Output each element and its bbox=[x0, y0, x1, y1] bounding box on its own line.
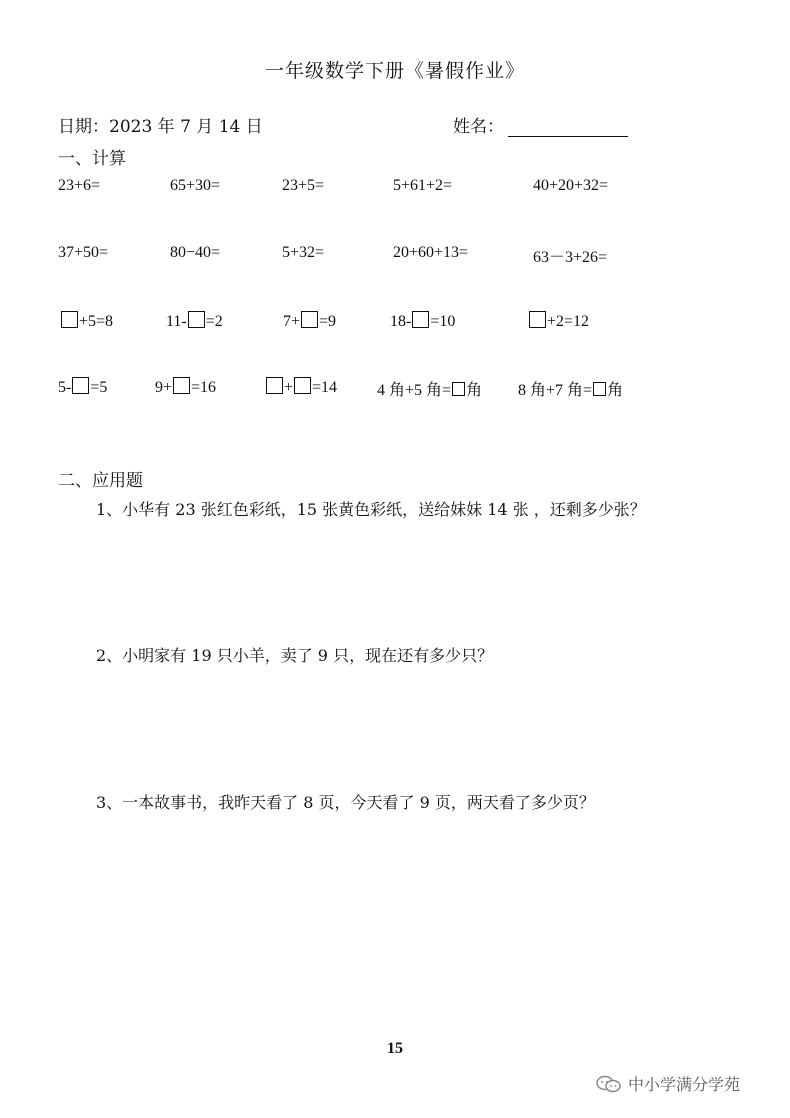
word-problem-1: 1、小华有 23 张红色彩纸，15 张黄色彩纸，送给妹妹 14 张 ，还剩多少张？ bbox=[96, 500, 646, 519]
answer-box bbox=[72, 377, 89, 394]
page-number: 15 bbox=[387, 1040, 403, 1057]
answer-box bbox=[294, 377, 311, 394]
calc-item bbox=[283, 311, 336, 331]
name-blank-line bbox=[508, 118, 628, 137]
answer-box bbox=[529, 311, 546, 328]
calc-text: 5- bbox=[58, 379, 72, 396]
answer-box bbox=[61, 311, 78, 328]
calc-text: 63－3+26= bbox=[533, 249, 608, 266]
calc-item bbox=[60, 311, 113, 331]
calc-text: +5=8 bbox=[79, 313, 114, 330]
calc-item bbox=[533, 177, 608, 195]
answer-box bbox=[301, 311, 318, 328]
calc-text: 5+61+2= bbox=[393, 177, 453, 194]
calc-text: =5 bbox=[90, 379, 108, 396]
calc-text: 4 角+5 角= bbox=[377, 382, 452, 399]
calc-text: =16 bbox=[191, 379, 217, 396]
calc-item bbox=[518, 377, 623, 400]
calc-item bbox=[170, 244, 220, 262]
calc-text: 5+32= bbox=[282, 244, 325, 261]
calc-item bbox=[58, 177, 100, 195]
calc-text: +2=12 bbox=[547, 313, 590, 330]
calc-item bbox=[155, 377, 216, 397]
wechat-icon bbox=[596, 1075, 622, 1093]
calc-text: 角 bbox=[607, 382, 624, 399]
calc-item bbox=[377, 377, 482, 400]
answer-box bbox=[412, 311, 429, 328]
calc-item bbox=[533, 244, 607, 267]
calc-text: 80−40= bbox=[170, 244, 221, 261]
calc-text: 20+60+13= bbox=[393, 244, 469, 261]
calc-text: =14 bbox=[312, 379, 338, 396]
calc-item bbox=[393, 177, 452, 195]
calc-text: 11- bbox=[166, 313, 187, 330]
section-calculation-heading: 一、计算 bbox=[58, 149, 126, 169]
document-title: 一年级数学下册《暑假作业》 bbox=[264, 60, 525, 82]
calc-item bbox=[58, 244, 108, 262]
calc-text: 9+ bbox=[155, 379, 173, 396]
calc-text: =10 bbox=[430, 313, 456, 330]
answer-box bbox=[452, 382, 465, 396]
calc-row-4 bbox=[0, 377, 790, 401]
calc-row-3 bbox=[0, 311, 790, 335]
answer-box bbox=[188, 311, 205, 328]
answer-box bbox=[266, 377, 283, 394]
calc-text: =9 bbox=[319, 313, 337, 330]
calc-text: 23+6= bbox=[58, 177, 101, 194]
calc-item bbox=[282, 244, 324, 262]
calc-text: 65+30= bbox=[170, 177, 221, 194]
calc-text: + bbox=[284, 379, 294, 396]
word-problem-2: 2、小明家有 19 只小羊，卖了 9 只，现在还有多少只？ bbox=[96, 646, 494, 665]
calc-item bbox=[58, 377, 107, 397]
calc-text: 23+5= bbox=[282, 177, 325, 194]
name-label: 姓名： bbox=[453, 117, 504, 137]
answer-box bbox=[173, 377, 190, 394]
calc-item bbox=[393, 244, 468, 262]
calc-text: 角 bbox=[466, 382, 483, 399]
word-problem-3: 3、一本故事书，我昨天看了 8 页，今天看了 9 页，两天看了多少页？ bbox=[96, 793, 595, 812]
calc-text: 40+20+32= bbox=[533, 177, 609, 194]
calc-item bbox=[170, 177, 220, 195]
calc-item bbox=[390, 311, 455, 331]
calc-row-2 bbox=[0, 244, 790, 268]
date-label: 日期：2023 年 7 月 14 日 bbox=[58, 117, 263, 137]
calc-text: 37+50= bbox=[58, 244, 109, 261]
calc-text: =2 bbox=[205, 313, 223, 330]
calc-item bbox=[282, 177, 324, 195]
watermark bbox=[596, 1072, 740, 1095]
watermark-text: 中小学满分学苑 bbox=[628, 1075, 741, 1094]
calc-item bbox=[528, 311, 589, 331]
name-field bbox=[453, 112, 628, 137]
calc-text: 18- bbox=[390, 313, 412, 330]
answer-box bbox=[593, 382, 606, 396]
calc-row-1 bbox=[0, 177, 790, 201]
section-word-problems-heading: 二、应用题 bbox=[58, 471, 143, 491]
calc-text: 8 角+7 角= bbox=[518, 382, 593, 399]
calc-text: 7+ bbox=[283, 313, 301, 330]
calc-item bbox=[265, 377, 337, 397]
calc-item bbox=[166, 311, 223, 331]
